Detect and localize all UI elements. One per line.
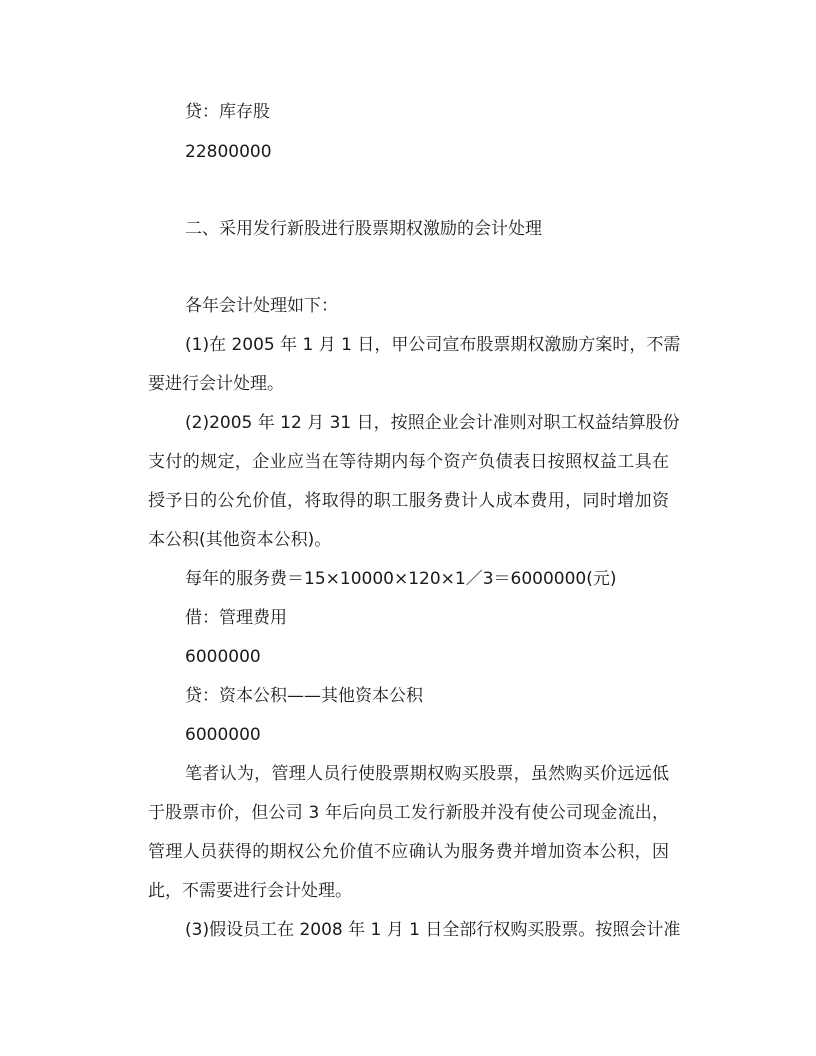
amount-line: 6000000: [185, 725, 261, 745]
paragraph-line: 要进行会计处理。: [148, 374, 284, 394]
paragraph-line: 于股票市价，但公司 3 年后向员工发行新股并没有使公司现金流出，: [148, 803, 669, 823]
paragraph-line: (2)2005 年 12 月 31 日，按照企业会计准则对职工权益结算股份: [185, 413, 680, 433]
paragraph-line: 本公积(其他资本公积)。: [148, 530, 332, 550]
credit-treasury-stock-line: 贷：库存股: [185, 102, 270, 122]
paragraph-line: 此，不需要进行会计处理。: [148, 881, 352, 901]
paragraph-line: 笔者认为，管理人员行使股票期权购买股票，虽然购买价远远低: [185, 764, 669, 784]
paragraph-line: (3)假设员工在 2008 年 1 月 1 日全部行权购买股票。按照会计准: [185, 920, 681, 940]
amount-line: 22800000: [185, 142, 272, 162]
credit-line: 贷：资本公积——其他资本公积: [185, 686, 423, 706]
paragraph-line: 授予日的公允价值，将取得的职工服务费计人成本费用，同时增加资: [148, 491, 669, 511]
paragraph-line: 支付的规定，企业应当在等待期内每个资产负债表日按照权益工具在: [148, 452, 669, 472]
paragraph-line: 管理人员获得的期权公允价值不应确认为服务费并增加资本公积，因: [148, 842, 669, 862]
debit-line: 借：管理费用: [185, 608, 287, 628]
paragraph-line: (1)在 2005 年 1 月 1 日，甲公司宣布股票期权激励方案时，不需: [185, 335, 681, 355]
section-heading: 二、采用发行新股进行股票期权激励的会计处理: [185, 219, 542, 239]
intro-line: 各年会计处理如下：: [185, 296, 338, 316]
amount-line: 6000000: [185, 647, 261, 667]
formula-line: 每年的服务费＝15×10000×120×1／3＝6000000(元): [185, 569, 617, 589]
